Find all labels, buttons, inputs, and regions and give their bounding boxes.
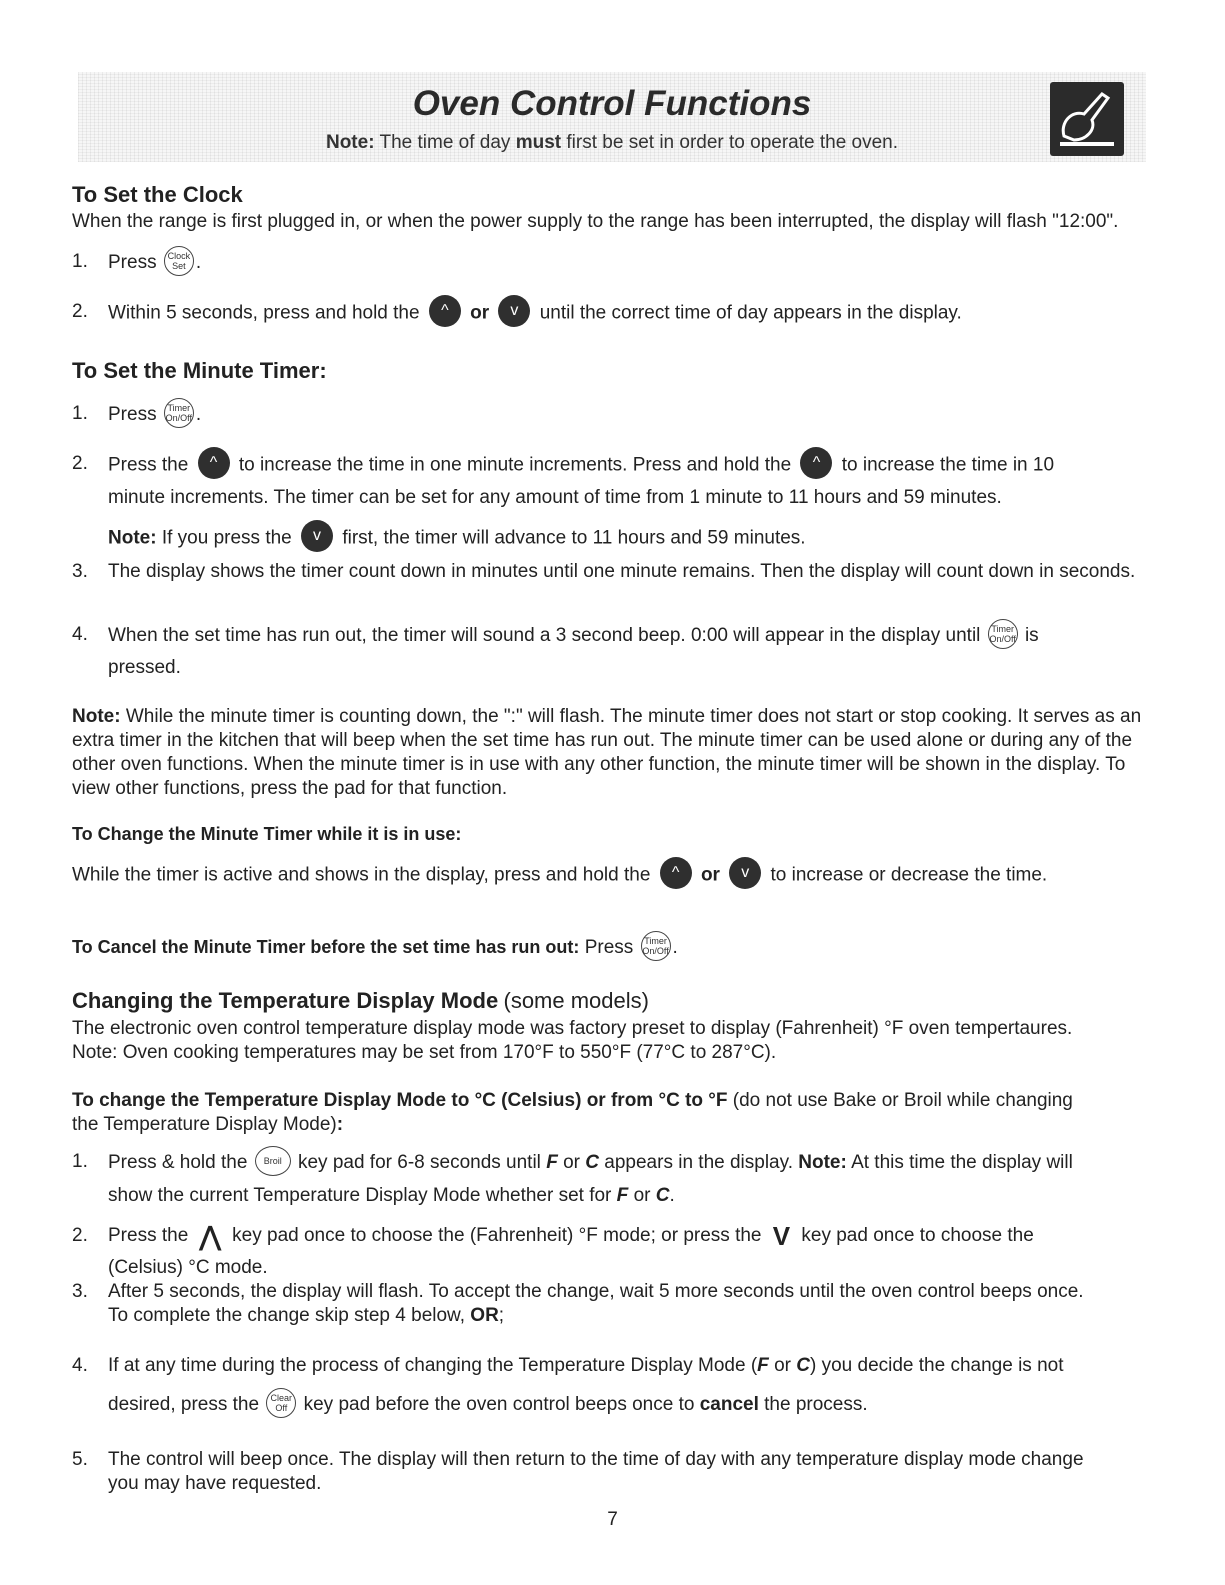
cancel-timer-line: To Cancel the Minute Timer before the set time has run out: Press Timer On/Off .: [72, 935, 1165, 961]
timer-step-2-number: 2.: [72, 453, 88, 474]
temp-subheading-line2: the Temperature Display Mode):: [72, 1114, 344, 1135]
temp-step-5-number: 5.: [72, 1449, 88, 1470]
up-arrow-icon: ^: [660, 857, 692, 889]
timer-key-icon: Timer On/Off: [641, 931, 671, 961]
temp-step-4: If at any time during the process of changing the Temperature Display Mode (F or C) you decide the change is not: [108, 1355, 1064, 1376]
temp-heading: Changing the Temperature Display Mode (some models): [72, 988, 649, 1013]
banner-note: Note: The time of day must first be set in order to operate the oven.: [325, 132, 899, 153]
temp-step-2-number: 2.: [72, 1225, 88, 1246]
timer-key-icon: Timer On/Off: [988, 619, 1018, 649]
temp-intro-1: The electronic oven control temperature display mode was factory preset to display (Fahrenheit) °F oven tempertaures.: [72, 1018, 1073, 1039]
temp-step-2-line2: (Celsius) °C mode.: [108, 1257, 268, 1278]
celsius-segment-icon: C: [796, 1355, 810, 1376]
clock-set-key-icon: Clock Set: [164, 246, 194, 276]
change-timer-heading: To Change the Minute Timer while it is in use:: [72, 824, 462, 844]
temp-step-3-line2: To complete the change skip step 4 below, OR;: [108, 1305, 505, 1326]
temp-step-3-number: 3.: [72, 1281, 88, 1302]
temp-step-3: After 5 seconds, the display will flash. To accept the change, wait 5 more seconds until the oven control beeps once.: [108, 1281, 1084, 1302]
temp-step-4-line2: desired, press the Clear Off key pad before the oven control beeps once to cancel the process.: [108, 1392, 1165, 1418]
celsius-segment-icon: C: [585, 1152, 599, 1174]
up-arrow-icon: ^: [198, 447, 230, 479]
temp-step-5-line2: you may have requested.: [108, 1473, 322, 1494]
up-arrow-icon: ^: [429, 295, 461, 327]
page-title: Oven Control Functions: [412, 84, 812, 123]
change-timer-text: While the timer is active and shows in the display, press and hold the ^ or v to increase or decrease the time.: [72, 862, 1165, 889]
fahrenheit-segment-icon: F: [546, 1152, 558, 1174]
clock-heading: To Set the Clock: [72, 182, 243, 207]
clock-step-2-number: 2.: [72, 301, 88, 322]
timer-heading: To Set the Minute Timer:: [72, 358, 327, 383]
timer-step-3-number: 3.: [72, 561, 88, 582]
timer-step-4: When the set time has run out, the timer will sound a 3 second beep. 0:00 will appear in the display until Timer On/Off is: [108, 623, 1165, 649]
clock-intro: When the range is first plugged in, or when the power supply to the range has been interrupted, the display will flash "12:00".: [72, 211, 1119, 232]
timer-key-icon: Timer On/Off: [164, 398, 194, 428]
temp-step-1-number: 1.: [72, 1151, 88, 1172]
temp-step-1-line2: show the current Temperature Display Mode whether set for F or C.: [108, 1185, 675, 1206]
timer-note: Note: If you press the v first, the timer will advance to 11 hours and 59 minutes.: [108, 525, 1165, 552]
temp-intro-2: Note: Oven cooking temperatures may be set from 170°F to 550°F (77°C to 287°C).: [72, 1042, 777, 1063]
temp-step-1: Press & hold the Broil key pad for 6-8 seconds until F or C appears in the display. Note: At this time the display will: [108, 1150, 1165, 1176]
celsius-segment-icon: C: [655, 1185, 670, 1206]
header-banner: [78, 72, 1146, 162]
clock-step-2: Within 5 seconds, press and hold the ^ or v until the correct time of day appears in the display.: [108, 300, 1165, 327]
oven-hand-icon: [1050, 82, 1124, 156]
temp-step-2: Press the ⋀ key pad once to choose the (Fahrenheit) °F mode; or press the V key pad once to choose the: [108, 1221, 1034, 1251]
up-arrow-icon: ^: [800, 447, 832, 479]
fahrenheit-segment-icon: F: [757, 1355, 769, 1376]
timer-step-4-number: 4.: [72, 624, 88, 645]
timer-step-3: The display shows the timer count down in minutes until one minute remains. Then the display will count down in seconds.: [108, 561, 1136, 582]
down-arrow-icon: V: [772, 1221, 791, 1251]
down-arrow-icon: v: [301, 520, 333, 552]
temp-step-5: The control will beep once. The display will then return to the time of day with any temperature display mode change: [108, 1449, 1084, 1470]
timer-note-paragraph: Note: While the minute timer is counting down, the ":" will flash. The minute timer does not start or stop cooking. It serves as an extra timer in the kitchen that will beep when the set time has run out. The minute timer can be used alone or during any of the other oven functions. When the minute timer is in use with any other function, the minute timer will be shown in the display. To view other functions, press the pad for that function.: [72, 706, 1142, 799]
timer-step-1: Press Timer On/Off .: [108, 402, 1165, 428]
up-arrow-icon: ⋀: [199, 1221, 221, 1251]
down-arrow-icon: v: [498, 295, 530, 327]
timer-step-2-line2: minute increments. The timer can be set for any amount of time from 1 minute to 11 hours and 59 minutes.: [108, 487, 1002, 508]
page-number: 7: [607, 1509, 618, 1530]
temp-step-4-number: 4.: [72, 1355, 88, 1376]
down-arrow-icon: v: [729, 857, 761, 889]
timer-step-1-number: 1.: [72, 403, 88, 424]
temp-subheading: To change the Temperature Display Mode to °C (Celsius) or from °C to °F (do not use Bake or Broil while changing: [72, 1090, 1073, 1111]
clock-step-1-number: 1.: [72, 251, 88, 272]
clear-off-key-icon: Clear Off: [266, 1388, 296, 1418]
timer-step-2: Press the ^ to increase the time in one minute increments. Press and hold the ^ to increase the time in 10: [108, 452, 1165, 479]
fahrenheit-segment-icon: F: [616, 1185, 629, 1206]
timer-step-4-line2: pressed.: [108, 657, 181, 678]
clock-step-1: Press Clock Set .: [108, 250, 1165, 276]
broil-key-icon: Broil: [255, 1146, 291, 1176]
